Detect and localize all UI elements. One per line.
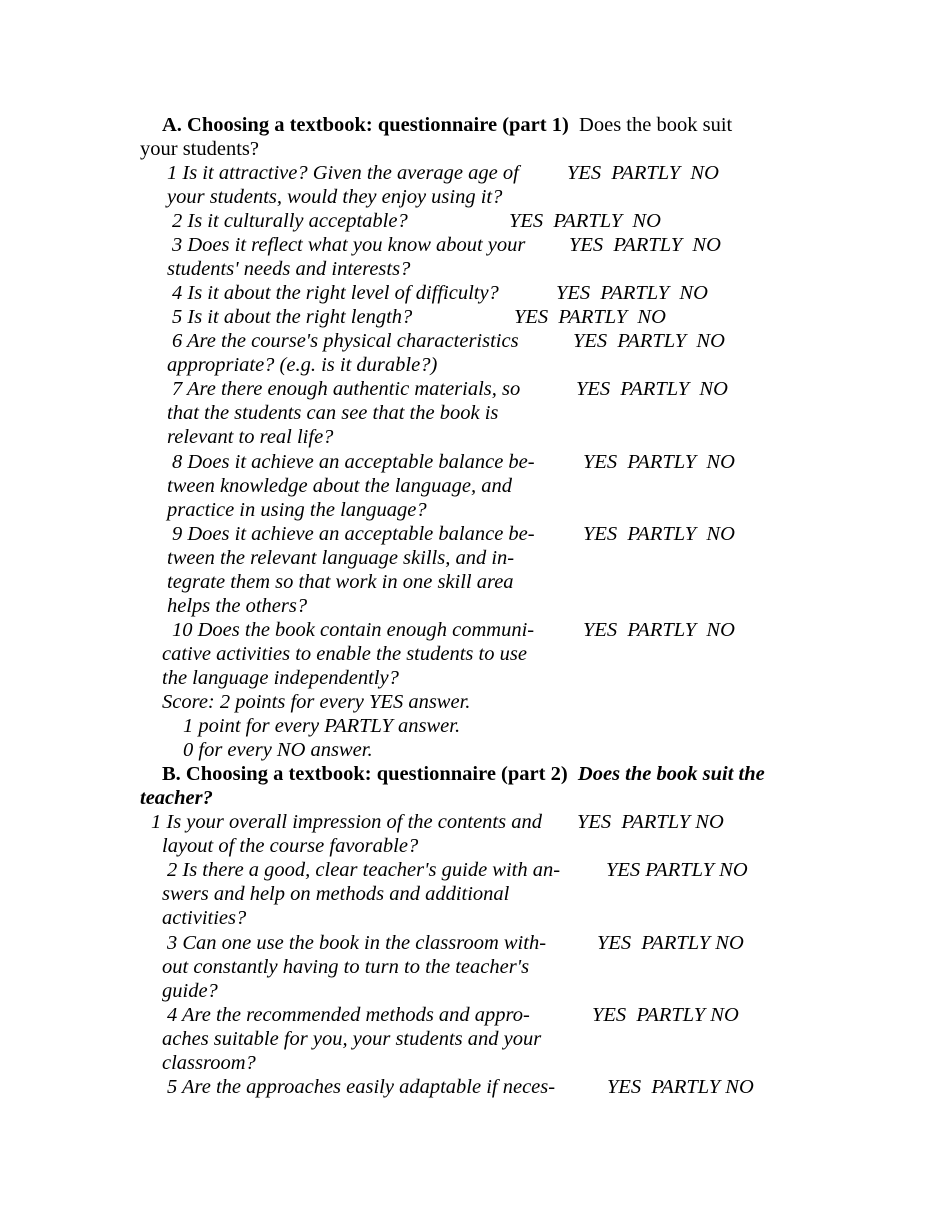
section-b-question: Does the book suit the bbox=[577, 763, 765, 785]
a-item-10-line-1: 10 Does the book contain enough communi- bbox=[172, 619, 535, 641]
a-item-9-line-1: 9 Does it achieve an acceptable balance be- bbox=[172, 523, 535, 545]
a-item-8-line-3: practice in using the language? bbox=[167, 499, 427, 521]
b-item-2-line-2: swers and help on methods and additional bbox=[162, 883, 510, 905]
a-item-7-line-1: 7 Are there enough authentic materials, so bbox=[172, 378, 521, 400]
a-item-2-line-1: 2 Is it culturally acceptable? bbox=[172, 210, 408, 232]
score-line-2: 1 point for every PARTLY answer. bbox=[183, 715, 461, 737]
section-a-question: Does the book suit bbox=[579, 114, 733, 136]
b-item-4-line-2: aches suitable for you, your students and your bbox=[162, 1028, 542, 1050]
a-item-3-line-2: students' needs and interests? bbox=[167, 258, 411, 280]
b-item-5-line-1: 5 Are the approaches easily adaptable if neces- bbox=[167, 1076, 556, 1098]
section-b-question-cont: teacher? bbox=[140, 787, 213, 809]
a-item-4-line-1: 4 Is it about the right level of difficulty? bbox=[172, 282, 499, 304]
a-item-10-line-3: the language independently? bbox=[162, 667, 399, 689]
a-item-10-line-2: cative activities to enable the students to use bbox=[162, 643, 527, 665]
b-item-3-answer: YES PARTLY NO bbox=[597, 932, 744, 954]
section-a-heading-line bbox=[162, 113, 732, 137]
a-item-6-answer: YES PARTLY NO bbox=[573, 330, 725, 352]
a-item-2-answer: YES PARTLY NO bbox=[509, 210, 661, 232]
a-item-4-answer: YES PARTLY NO bbox=[556, 282, 708, 304]
a-item-3-answer: YES PARTLY NO bbox=[569, 234, 721, 256]
b-item-4-line-1: 4 Are the recommended methods and appro- bbox=[167, 1004, 530, 1026]
section-a-question-cont: your students? bbox=[140, 138, 259, 160]
a-item-1-line-2: your students, would they enjoy using it? bbox=[167, 186, 503, 208]
a-item-7-line-2: that the students can see that the book is bbox=[167, 402, 499, 424]
a-item-6-line-1: 6 Are the course's physical characteristics bbox=[172, 330, 519, 352]
b-item-3-line-3: guide? bbox=[162, 980, 218, 1002]
section-b-heading-line bbox=[162, 762, 765, 786]
b-item-4-line-3: classroom? bbox=[162, 1052, 256, 1074]
b-item-2-answer: YES PARTLY NO bbox=[606, 859, 748, 881]
b-item-1-answer: YES PARTLY NO bbox=[577, 811, 724, 833]
b-item-1-line-2: layout of the course favorable? bbox=[162, 835, 419, 857]
a-item-5-line-1: 5 Is it about the right length? bbox=[172, 306, 413, 328]
b-item-3-line-2: out constantly having to turn to the teacher's bbox=[162, 956, 530, 978]
a-item-1-answer: YES PARTLY NO bbox=[567, 162, 719, 184]
b-item-2-line-3: activities? bbox=[162, 907, 247, 929]
a-item-7-line-3: relevant to real life? bbox=[167, 426, 334, 448]
a-item-1-line-1: 1 Is it attractive? Given the average age of bbox=[167, 162, 519, 184]
b-item-5-answer: YES PARTLY NO bbox=[607, 1076, 754, 1098]
a-item-8-line-1: 8 Does it achieve an acceptable balance be- bbox=[172, 451, 535, 473]
a-item-5-answer: YES PARTLY NO bbox=[514, 306, 666, 328]
a-item-9-line-4: helps the others? bbox=[167, 595, 308, 617]
a-item-10-answer: YES PARTLY NO bbox=[583, 619, 735, 641]
a-item-7-answer: YES PARTLY NO bbox=[576, 378, 728, 400]
section-a-heading: A. Choosing a textbook: questionnaire (part 1) bbox=[162, 114, 569, 136]
b-item-3-line-1: 3 Can one use the book in the classroom with- bbox=[167, 932, 547, 954]
a-item-8-answer: YES PARTLY NO bbox=[583, 451, 735, 473]
b-item-4-answer: YES PARTLY NO bbox=[592, 1004, 739, 1026]
a-item-9-answer: YES PARTLY NO bbox=[583, 523, 735, 545]
score-line-1: Score: 2 points for every YES answer. bbox=[162, 691, 471, 713]
b-item-1-line-1: 1 Is your overall impression of the contents and bbox=[151, 811, 542, 833]
a-item-3-line-1: 3 Does it reflect what you know about your bbox=[172, 234, 526, 256]
b-item-2-line-1: 2 Is there a good, clear teacher's guide with an- bbox=[167, 859, 561, 881]
score-line-3: 0 for every NO answer. bbox=[183, 739, 373, 761]
section-b-heading: B. Choosing a textbook: questionnaire (part 2) bbox=[162, 763, 568, 785]
a-item-8-line-2: tween knowledge about the language, and bbox=[167, 475, 513, 497]
a-item-9-line-2: tween the relevant language skills, and in- bbox=[167, 547, 515, 569]
a-item-6-line-2: appropriate? (e.g. is it durable?) bbox=[167, 354, 438, 376]
a-item-9-line-3: tegrate them so that work in one skill area bbox=[167, 571, 514, 593]
